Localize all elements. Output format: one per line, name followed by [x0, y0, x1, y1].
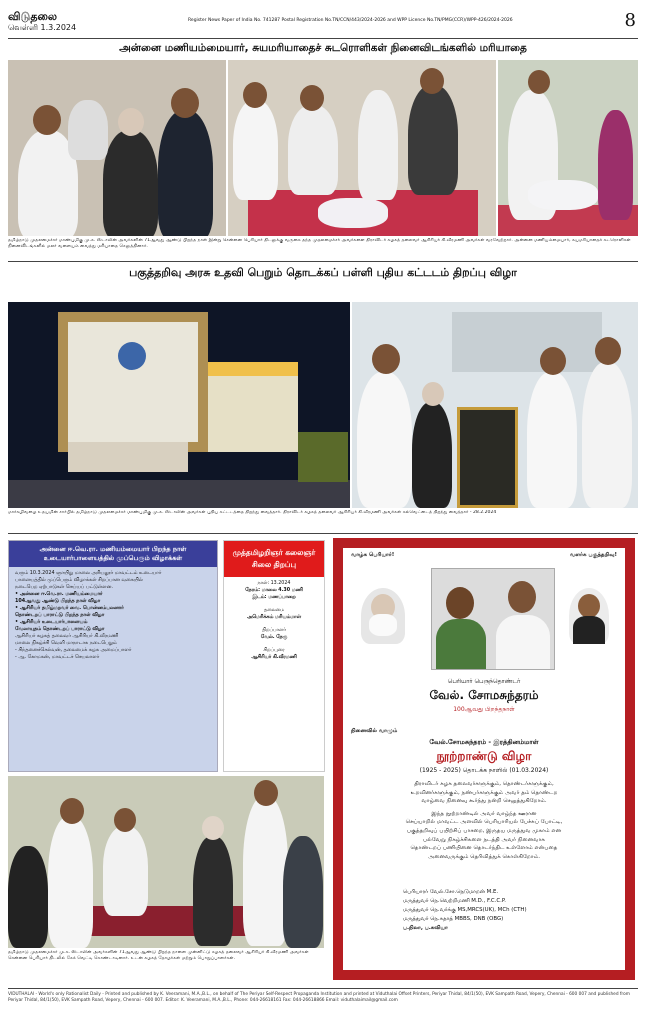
- chair-label: தலைமை: [263, 608, 285, 613]
- opener-label: திறப்பாளர்: [262, 628, 286, 633]
- ad-body-line: செய்யாறில் மாவட்ட அளவில் பெரியாரியல் பேச்சுப் போட்டி,: [405, 819, 563, 826]
- article3-caption: தமிழ்நாடு முதலமைச்சர் மு.க. ஸ்டாலின் அவர்களின் 71ஆவது ஆண்டு பிறந்த நாளை முன்னிட்டு கழகத் தலைவர் ஆசிரியர் கி.வீரமணி அவர்கள் சென்னை பெரியார் திடலில் கேக் வெட்டி கொண்டாடினார். உடன் கழகத் தோழர்கள் மற்றும் பொறுப்பாளர்கள்.: [8, 950, 309, 962]
- masthead-rule: [8, 38, 638, 39]
- imprint-footer: [8, 992, 638, 1004]
- notice-title-line2: உடையார்பாளையத்தில் முப்பெரும் விழாக்கள்: [43, 554, 183, 562]
- notice-line: வரும் 10.3.2024 ஞாயிறு மாலை அரியலூர் மாவட்டம் உடையார்: [15, 570, 162, 576]
- ad-centenary: 100ஆவது பிறந்தநாள்: [453, 706, 515, 713]
- ad-body-line: வாழ்வை நினைவு கூர்ந்து நன்றி செலுத்துகிறோம்.: [421, 798, 547, 805]
- notice-line: • அன்னை ஈ.வெ.ரா. மணியம்மையார்: [15, 591, 103, 597]
- article1-photo-3: [498, 60, 638, 236]
- notice-line: • ஆசிரியர் உடையார்பாளையம்: [15, 619, 88, 625]
- statue-notice-body: [224, 577, 324, 664]
- ad-inner-panel: [343, 548, 625, 970]
- notice-title: [9, 541, 217, 567]
- notice-line: நடைபெற ஏற்பாடுகள் செய்யப் பட்டுள்ளன.: [15, 584, 113, 590]
- notice-line: ஆசிரியர் கழகத் தலைவர் ஆசிரியர் கி.வீரமணி: [15, 633, 119, 639]
- article1-photo-1: [8, 60, 226, 236]
- ad-signature: மருத்துவர் நெ.வெற்றிமணி M.D., F.C.C.P.: [403, 898, 506, 904]
- registration-info: Register News Paper of India No. 741287 Postal Registration No.TN/CCN/443/2024-2026 and WPP Licence No.TN/PMG(CCR)/WPP-426/2024-2026: [188, 18, 513, 23]
- ad-body-line: தொண்டறப் பணியினை தொடர்ந்திட உள்ளோம் என்பதை: [410, 845, 558, 852]
- notice-line: பாளையத்தில் முப்பெரும் விழாக்கள் சிறப்பான வகையில்: [15, 577, 143, 583]
- article3-photo-cake: [8, 776, 324, 948]
- guest-name: ஆசிரியர் கி.வீரமணி: [251, 655, 297, 660]
- periyar-portrait: [361, 588, 405, 644]
- ad-couple: வேல்.சோமசுந்தரம் - இரத்தினம்மாள்: [429, 738, 539, 746]
- notice-line: மாலை நிகழ்ச்சி வெளி மாநாடாக நடைபெறும்: [15, 640, 117, 646]
- ad-role: பெரியார் பெருந்தொண்டர்: [447, 678, 521, 685]
- footer-rule: [8, 988, 638, 989]
- article2-headline: பகுத்தறிவு அரசு உதவி பெறும் தொடக்கப் பள்ளி புதிய கட்டடம் திறப்பு விழா: [129, 266, 517, 279]
- article2-photo-building: [8, 302, 350, 508]
- statue-place: இடம்: மணப்பாறை: [252, 595, 296, 600]
- ad-body-line: இந்த நூற்றாண்டில் அவர் வாழ்ந்த ஊரான: [431, 810, 537, 817]
- statue-unveiling-notice: [223, 540, 325, 772]
- ad-body: [349, 780, 619, 861]
- imprint-line-1: VIDUTHALAI - World's only Rationalist Daily - Printed and published by K. Veeramani, M.A.,B.L., on behalf of The Periyar Self-Respect Propaganda Institution and printed at Viduthalai Offset Printers, Periyar Thidal, 84/1(50), EVK Sampath Road, Vepery, Chennai - 600 007 and published from: [8, 992, 630, 997]
- article1-caption: தமிழ்நாடு முதலமைச்சர் மாண்புமிகு மு.க. ஸ்டாலின் அவர்களின் 71ஆவது ஆண்டு பிறந்த நாள் இன்று சென்னை பெரியார் திடலுக்கு வருகை தந்த முதலமைச்சர் அவர்களை திராவிடர் கழகத் தலைவர் ஆசிரியர் கி.வீரமணி அவர்கள் வரவேற்றார். அன்னை மணியம்மையார், சுயமரியாதைச் சுடரொளிகள் நினைவிடங்களில் மலர் வளையம் வைத்து மரியாதை செலுத்தினார்.: [8, 238, 631, 250]
- ad-body-line: திராவிடர் கழக தலைவர்களுக்கும், தொண்டர்களுக்கும்,: [414, 781, 554, 787]
- notice-line: 104ஆவது ஆண்டு பிறந்த நாள் விழா: [15, 598, 101, 604]
- ad-event: நூற்றாண்டு விழா: [436, 749, 532, 763]
- statue-date: நாள்: 13.2024: [257, 581, 291, 586]
- notice-body: [9, 567, 217, 664]
- ad-body-line: பகுத்தறிவுப் பயிற்சிப் பாசறை, இருதய மருத்துவ முகாம் என: [406, 827, 562, 834]
- newspaper-name: விடுதலை: [8, 10, 58, 23]
- ad-name: வேல். சோமசுந்தரம்: [429, 688, 539, 702]
- section-rule-1: [8, 261, 638, 262]
- masthead: [8, 10, 638, 36]
- ad-signature: பெரியாரர் வேல்.சோ.நெடுமாறன் M.E.: [403, 889, 499, 895]
- ad-body-line: பல்வேறு நிகழ்ச்சிகளை நடத்தி அவர் நினைவாக: [423, 836, 545, 843]
- article1-headline: அன்னை மணியம்மையார், சுயமரியாதைச் சுடரொளிகள் நினைவிடங்களில் மரியாதை: [119, 42, 527, 54]
- page-number: 8: [624, 10, 636, 31]
- notice-line: தொண்டறப் பாராட்டு பிறந்த நாள் விழா: [15, 612, 105, 618]
- ad-memorial-label: நினைவில் வாழும்: [351, 728, 398, 734]
- notice-line: வேலாயுதம் தொண்டறப் பாராட்டு விழா: [15, 626, 105, 632]
- ad-signatures: [403, 888, 623, 933]
- ad-body-line: அனைவருக்கும் தெரிவித்துக் கொள்கிறோம்.: [428, 853, 540, 860]
- ad-signature: மருத்துவர் நெ.சுதாத் MBBS, DNB (OBG): [403, 916, 504, 922]
- notice-line: - சிந்தனைச்செல்வன், தலைமைக் கழக அமைப்பாளர்: [15, 647, 132, 653]
- statue-notice-title: முத்தமிழறிஞர் கலைஞர் சிலை திறப்பு: [224, 541, 324, 577]
- couple-portrait: [431, 568, 555, 670]
- guest-label: சிறப்புரை: [263, 648, 285, 653]
- centenary-advertisement: [333, 538, 635, 980]
- section-rule-2: [8, 533, 638, 534]
- article1-photo-2: [228, 60, 496, 236]
- slogan-left: வாழ்க பெரியார்!: [351, 552, 395, 558]
- ad-signature: மருத்துவர் நெ.வர்க்கு MS,MRCS(UK), MCh (CTH): [403, 907, 527, 913]
- article2-caption: மார்கழிவழை உதயமின் சார்பில் தமிழ்நாடு முதலமைச்சர் மாண்புமிகு மு.க. ஸ்டாலின் அவர்கள் புதிய கட்டடத்தை திறந்து வைத்தார். திராவிடர் கழகத் தலைவர் ஆசிரியர் கி.வீரமணி அவர்கள் கல்வெட்டைத் திறந்து வைத்தார் - 28.2.2024: [8, 510, 497, 515]
- udaiyarpalayam-notice: [8, 540, 218, 772]
- slogan-right: வளர்க பகுத்தறிவு!: [569, 552, 617, 558]
- opener-name: வேல். நேரு: [260, 635, 288, 640]
- ad-body-line: உறவினர்களுக்கும், நண்பர்களுக்கும் அவர் தம் தொண்டற: [410, 789, 558, 796]
- issue-date: வெள்ளி 1.3.2024: [8, 23, 77, 32]
- veeramani-portrait: [569, 588, 609, 644]
- ad-years: (1925 - 2025) தொடக்க நாளில் (01.03.2024): [419, 767, 549, 774]
- notice-line: • ஆசிரியர் தமிழ்மறவர் வை. பொன்னம்பலனார்: [15, 605, 124, 611]
- chair-name: அமெரிக்கம் மரியம்மாள்: [246, 615, 302, 620]
- ad-signature: ப.நிலா, ப.கவியா: [403, 925, 448, 931]
- notice-line: - ஆ. கோமகன், மாவட்டச் செயலாளர்: [15, 654, 100, 660]
- imprint-line-2: Periyar Thidal, 84/1(50), EVK Sampath Road, Vepery, Chennai - 600 007. Editor: K. Veeramani, M.A.,B.L., Phone: 044-26618161 Fax: 044-26618866 Email: viduthalaimail@gmail.com: [8, 998, 398, 1003]
- notice-title-line1: அன்னை ஈ.வெ.ரா. மணியம்மையார் பிறந்த நாள்: [39, 545, 187, 553]
- statue-time: நேரம்: மாலை 4.30 மணி: [245, 588, 303, 593]
- article2-photo-inauguration: [352, 302, 638, 508]
